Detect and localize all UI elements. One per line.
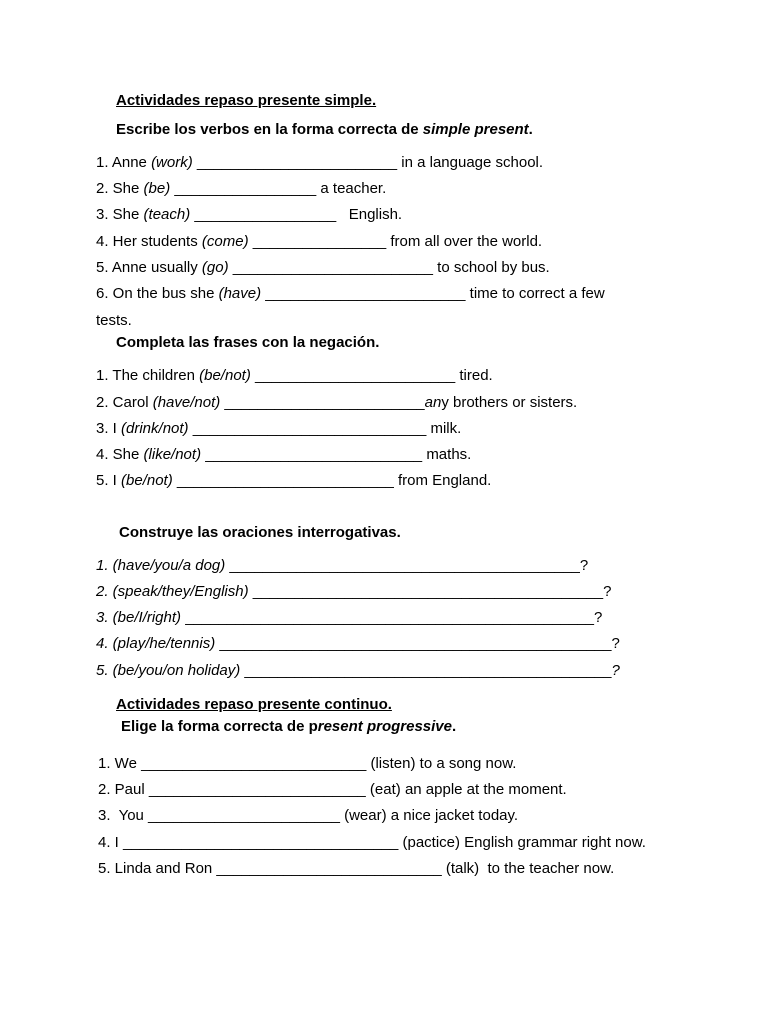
item-rest: ____________________________________________ [240, 662, 612, 679]
item-rest: ____________________________ milk. [188, 420, 462, 437]
s2-item-2 [96, 394, 577, 412]
item-rest: __________________________________________ [225, 557, 580, 574]
item-verb: (be) [143, 180, 171, 197]
instruction-emphasis: resent progressive [317, 718, 452, 735]
item-verb: (have/not) [152, 394, 221, 411]
item-question: 5. (be/you/on holiday) [96, 662, 241, 679]
item-question: 2. (speak/they/English) [96, 583, 249, 600]
instruction-end: . [451, 718, 457, 735]
item-rest: ________________________ to school by bus. [228, 259, 550, 276]
item-end: ? [579, 557, 589, 574]
item-rest: _________________ English. [190, 206, 403, 223]
item-question: 1. (have/you/a dog) [96, 557, 226, 574]
s1-item-6 [96, 285, 605, 303]
item-num: 5. I [96, 472, 122, 489]
s1-item-4 [96, 233, 542, 251]
s1-item-3 [96, 206, 402, 224]
s4-item-2: 2. Paul __________________________ (eat) an apple at the moment. [98, 781, 567, 798]
item-verb: (come) [201, 233, 249, 250]
s1-item-6-continuation: tests. [96, 312, 132, 329]
item-verb: (work) [151, 154, 193, 171]
s3-item-2 [96, 583, 611, 601]
item-rest-end: y brothers or sisters. [441, 394, 578, 411]
item-question: 3. (be/I/right) [96, 609, 182, 626]
item-num: 6. On the bus she [96, 285, 219, 302]
item-num: 5. Anne usually [96, 259, 202, 276]
s2-item-4 [96, 446, 471, 464]
item-verb: (be/not) [121, 472, 173, 489]
item-rest: _________________________________________________ [181, 609, 594, 626]
s2-item-3 [96, 420, 461, 438]
item-end: ? [611, 662, 620, 679]
item-verb: (drink/not) [121, 420, 189, 437]
section3-title: Construye las oraciones interrogativas. [119, 524, 401, 541]
section1-instruction [116, 121, 533, 139]
instruction-emphasis: simple present [422, 121, 529, 138]
item-rest: __________________________ from England. [172, 472, 492, 489]
item-rest: __________________________ maths. [201, 446, 472, 463]
s1-item-2 [96, 180, 386, 198]
s1-item-1 [96, 154, 543, 172]
item-num: 1. The children [96, 367, 200, 384]
s2-item-1 [96, 367, 493, 385]
item-verb: (have) [218, 285, 262, 302]
s4-item-4: 4. I _________________________________ (pactice) English grammar right now. [98, 834, 646, 851]
item-end: ? [594, 609, 603, 626]
s3-item-3 [96, 609, 602, 627]
item-rest: ________________________ [220, 394, 425, 411]
section4-title: Actividades repaso presente continuo. [116, 696, 392, 713]
s1-item-5 [96, 259, 550, 277]
section1-title: Actividades repaso presente simple. [116, 92, 377, 109]
s4-item-3: 3. You _______________________ (wear) a nice jacket today. [98, 807, 519, 824]
s3-item-1 [96, 557, 588, 575]
section2-title: Completa las frases con la negación. [116, 334, 380, 351]
item-rest: ________________ from all over the world. [248, 233, 543, 250]
item-rest: ________________________ tired. [250, 367, 493, 384]
s4-item-1: 1. We ___________________________ (listen) to a song now. [98, 755, 517, 772]
item-num: 3. I [96, 420, 122, 437]
item-num: 2. She [96, 180, 144, 197]
item-verb: (be/not) [199, 367, 251, 384]
item-num: 3. She [96, 206, 144, 223]
item-num: 1. Anne [96, 154, 152, 171]
s2-item-5 [96, 472, 491, 490]
item-num: 2. Carol [96, 394, 153, 411]
item-verb: (go) [201, 259, 229, 276]
item-question: 4. (play/he/tennis) [96, 635, 216, 652]
instruction-end: . [528, 121, 533, 138]
item-verb: (teach) [143, 206, 191, 223]
section4-instruction [121, 718, 456, 736]
s3-item-5 [96, 662, 620, 680]
item-num: 4. Her students [96, 233, 202, 250]
instruction-text: Escribe los verbos en la forma correcta de [116, 121, 423, 138]
item-end: ? [611, 635, 620, 652]
item-rest: __________________________________________ [248, 583, 604, 600]
item-rest: ________________________ in a language school. [192, 154, 544, 171]
item-num: 4. She [96, 446, 144, 463]
item-end: ? [603, 583, 612, 600]
item-rest: ________________________ time to correct a few [261, 285, 605, 302]
item-rest: _________________ a teacher. [170, 180, 387, 197]
item-emphasis: an [424, 394, 442, 411]
s4-item-5: 5. Linda and Ron ___________________________ (talk) to the teacher now. [98, 860, 615, 877]
s3-item-4 [96, 635, 620, 653]
item-verb: (like/not) [143, 446, 202, 463]
item-rest: _______________________________________________ [215, 635, 612, 652]
instruction-text: Elige la forma correcta de p [121, 718, 318, 735]
